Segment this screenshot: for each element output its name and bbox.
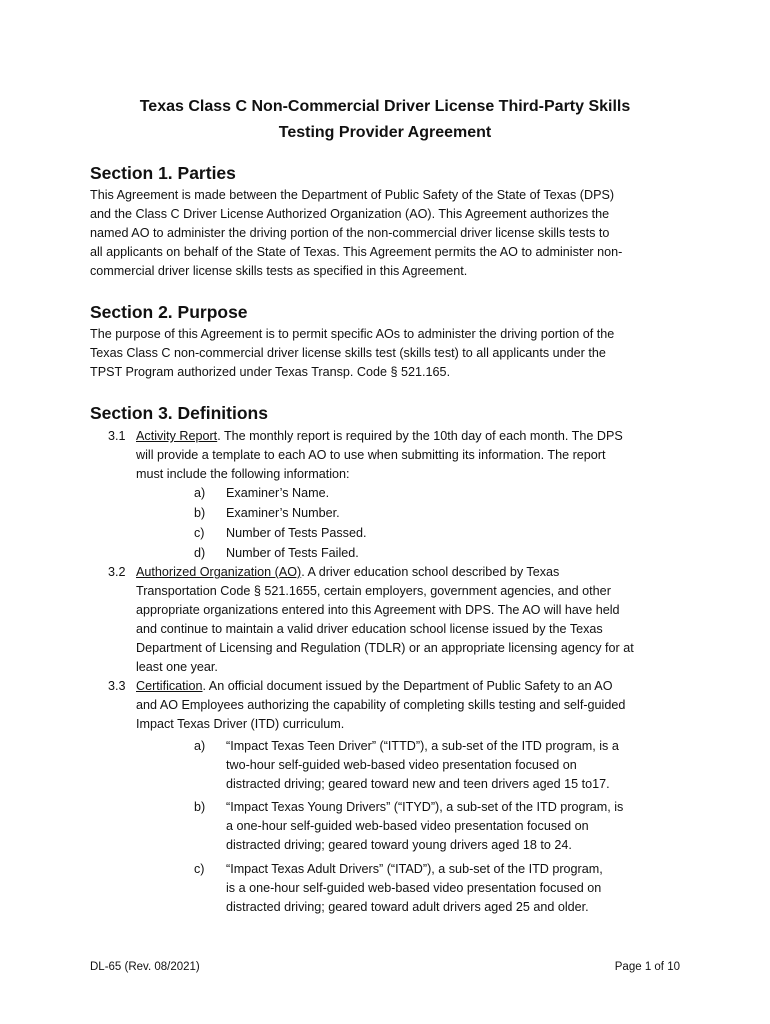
text-line: Department of Licensing and Regulation (TDLR) or an appropriate licensing agency for at <box>136 641 634 655</box>
text-line: “Impact Texas Adult Drivers” (“ITAD”), a sub-set of the ITD program, <box>226 862 603 876</box>
text-line: This Agreement is made between the Department of Public Safety of the State of Texas (DPS) <box>90 188 615 202</box>
text-line: is a one-hour self-guided web-based video presentation focused on <box>226 881 602 895</box>
section-3-heading: Section 3. Definitions <box>90 403 268 423</box>
definition-term: Certification <box>136 679 203 693</box>
text-line: two-hour self-guided web-based video presentation focused on <box>226 758 577 772</box>
list-item-label: c) <box>194 526 205 540</box>
page-number: Page 1 of 10 <box>614 961 680 973</box>
title-line-2: Testing Provider Agreement <box>278 124 492 141</box>
text-line: Number of Tests Failed. <box>226 546 359 560</box>
list-item-label: a) <box>194 739 206 753</box>
text-line: appropriate organizations entered into this Agreement with DPS. The AO will have held <box>136 603 620 617</box>
definition-term: Activity Report <box>136 429 218 443</box>
section-2-heading: Section 2. Purpose <box>90 302 248 322</box>
text-line: The purpose of this Agreement is to permit specific AOs to administer the driving portion of the <box>90 327 615 341</box>
text-line: and the Class C Driver License Authorized Organization (AO). This Agreement authorizes the <box>90 207 610 221</box>
section-1-heading: Section 1. Parties <box>90 163 236 183</box>
text-line: TPST Program authorized under Texas Transp. Code § 521.165. <box>90 365 451 379</box>
list-item-label: b) <box>194 506 206 520</box>
text-line: commercial driver license skills tests as specified in this Agreement. <box>90 264 468 278</box>
list-item-label: d) <box>194 546 206 560</box>
text-line: will provide a template to each AO to use when submitting its information. The report <box>136 448 606 462</box>
definition-term: Authorized Organization (AO) <box>136 565 302 579</box>
definition-number: 3.1 <box>108 429 126 443</box>
title-line-1: Texas Class C Non-Commercial Driver License Third-Party Skills <box>139 98 631 115</box>
document-title <box>90 94 680 146</box>
text-line: “Impact Texas Young Drivers” (“ITYD”), a sub-set of the ITD program, is <box>226 800 624 814</box>
text-line: Examiner’s Number. <box>226 506 340 520</box>
list-item-label: a) <box>194 486 206 500</box>
text-line: “Impact Texas Teen Driver” (“ITTD”), a sub-set of the ITD program, is a <box>226 739 619 753</box>
list-item-label: c) <box>194 862 205 876</box>
form-number: DL-65 (Rev. 08/2021) <box>90 961 200 973</box>
definition-text: . A driver education school described by Texas <box>301 565 560 579</box>
text-line: Transportation Code § 521.1655, certain employers, government agencies, and other <box>136 584 611 598</box>
section-2-body <box>90 325 690 382</box>
definition-text: . The monthly report is required by the 10th day of each month. The DPS <box>217 429 623 443</box>
text-line: a one-hour self-guided web-based video presentation focused on <box>226 819 589 833</box>
text-line: must include the following information: <box>136 467 350 481</box>
text-line: Examiner’s Name. <box>226 486 330 500</box>
definition-number: 3.2 <box>108 565 126 579</box>
text-line: distracted driving; geared toward young drivers aged 18 to 24. <box>226 838 572 852</box>
text-line: named AO to administer the driving portion of the non-commercial driver license skills tests to <box>90 226 610 240</box>
text-line: least one year. <box>136 660 218 674</box>
definition-number: 3.3 <box>108 679 126 693</box>
text-line: all applicants on behalf of the State of Texas. This Agreement permits the AO to administer non- <box>90 245 623 259</box>
text-line: distracted driving; geared toward new and teen drivers aged 15 to17. <box>226 777 610 791</box>
list-item-label: b) <box>194 800 206 814</box>
text-line: Impact Texas Driver (ITD) curriculum. <box>136 717 345 731</box>
text-line: and continue to maintain a valid driver education school license issued by the Texas <box>136 622 603 636</box>
definition-text: . An official document issued by the Department of Public Safety to an AO <box>202 679 613 693</box>
text-line: distracted driving; geared toward adult drivers aged 25 and older. <box>226 900 589 914</box>
text-line: Texas Class C non-commercial driver license skills test (skills test) to all applicants under the <box>90 346 606 360</box>
text-line: and AO Employees authorizing the capability of completing skills testing and self-guided <box>136 698 626 712</box>
text-line: Number of Tests Passed. <box>226 526 367 540</box>
section-1-body <box>90 186 690 281</box>
